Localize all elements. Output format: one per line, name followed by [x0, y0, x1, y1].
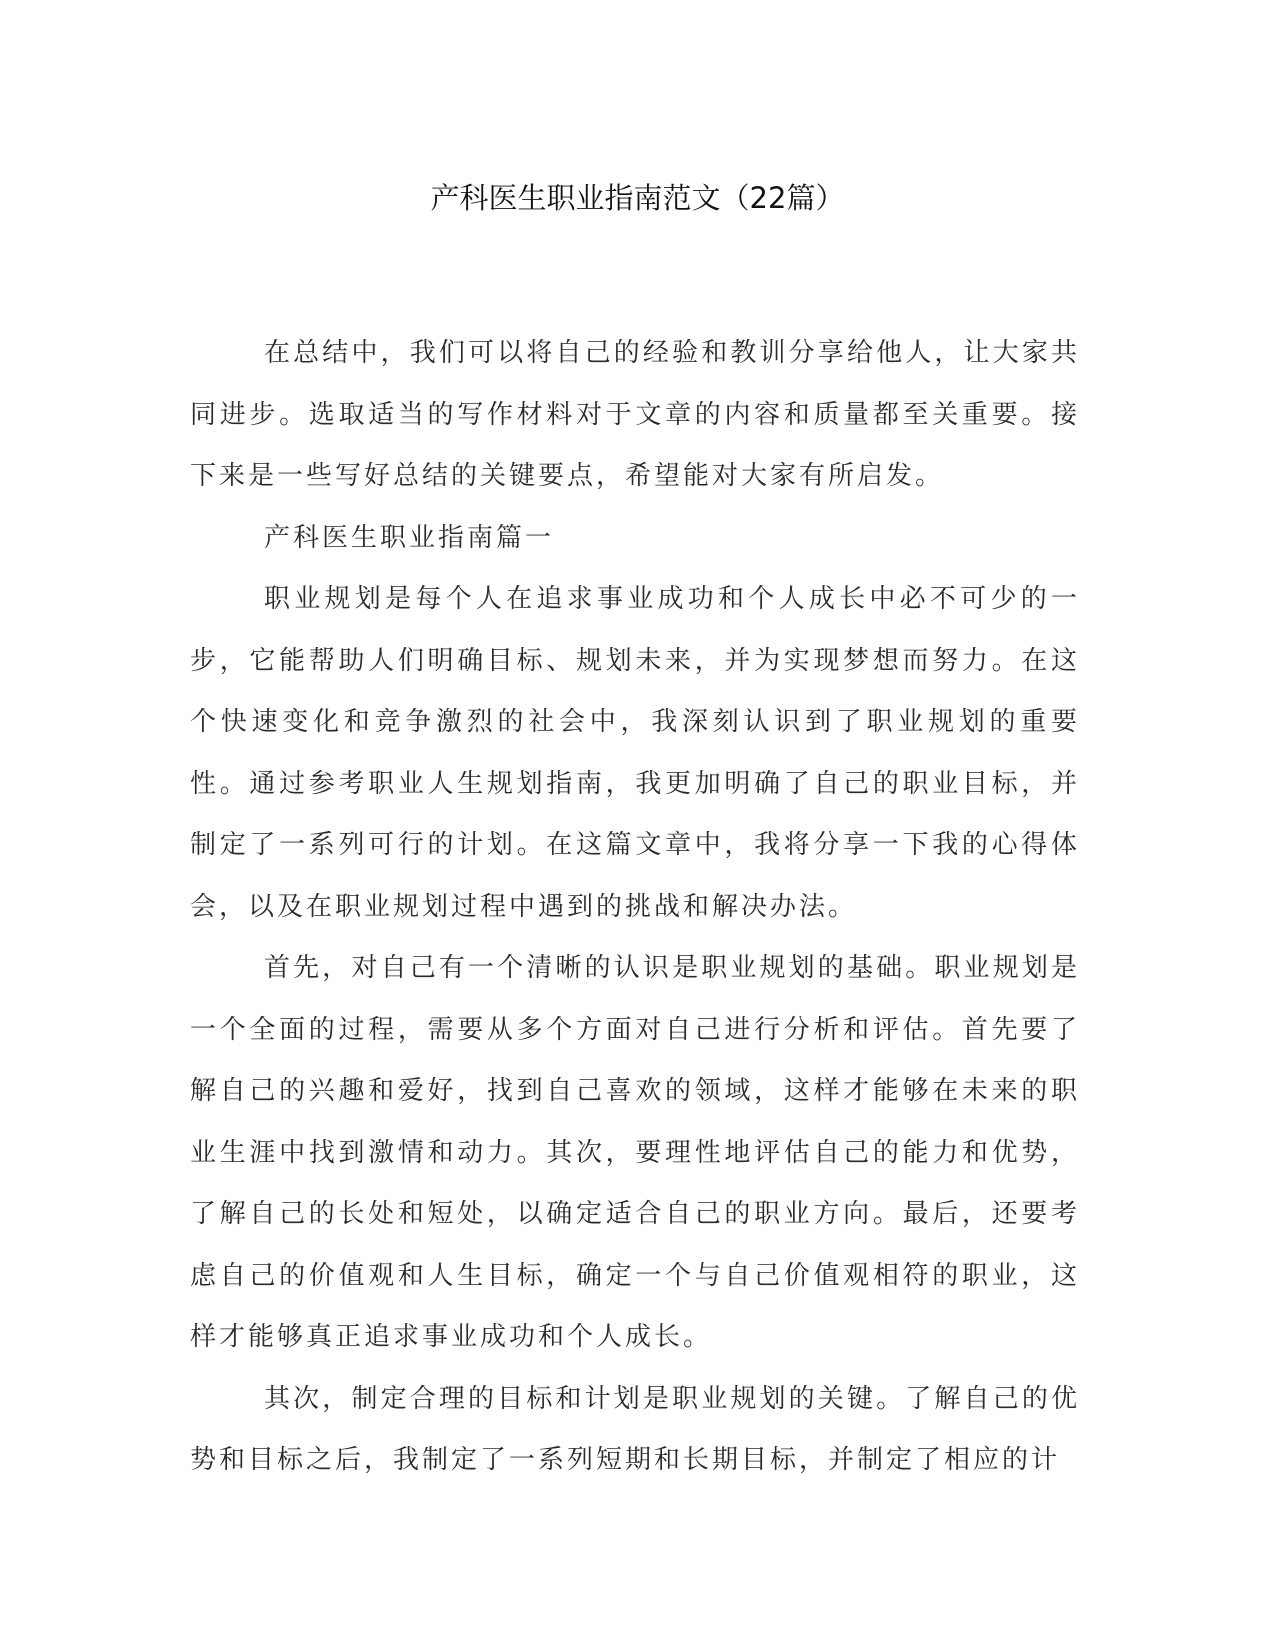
document-body [190, 323, 1080, 1492]
document-title: 产科医生职业指南范文（22篇） [430, 181, 845, 215]
intro-paragraph: 在总结中，我们可以将自己的经验和教训分享给他人，让大家共同进步。选取适当的写作材料对于文章的内容和质量都至关重要。接下来是一些写好总结的关键要点，希望能对大家有所启发。 [190, 338, 1080, 491]
section-heading: 产科医生职业指南篇一 [264, 522, 555, 553]
body-paragraph: 职业规划是每个人在追求事业成功和个人成长中必不可少的一步，它能帮助人们明确目标、规划未来，并为实现梦想而努力。在这个快速变化和竞争激烈的社会中，我深刻认识到了职业规划的重要性。通过参考职业人生规划指南，我更加明确了自己的职业目标，并制定了一系列可行的计划。在这篇文章中，我将分享一下我的心得体会，以及在职业规划过程中遇到的挑战和解决办法。 [190, 584, 1080, 922]
body-paragraph: 首先，对自己有一个清晰的认识是职业规划的基础。职业规划是一个全面的过程，需要从多个方面对自己进行分析和评估。首先要了解自己的兴趣和爱好，找到自己喜欢的领域，这样才能够在未来的职业生涯中找到激情和动力。其次，要理性地评估自己的能力和优势，了解自己的长处和短处，以确定适合自己的职业方向。最后，还要考虑自己的价值观和人生目标，确定一个与自己价值观相符的职业，这样才能够真正追求事业成功和个人成长。 [190, 953, 1080, 1352]
body-paragraph: 其次，制定合理的目标和计划是职业规划的关键。了解自己的优势和目标之后，我制定了一系列短期和长期目标，并制定了相应的计 [190, 1383, 1080, 1475]
